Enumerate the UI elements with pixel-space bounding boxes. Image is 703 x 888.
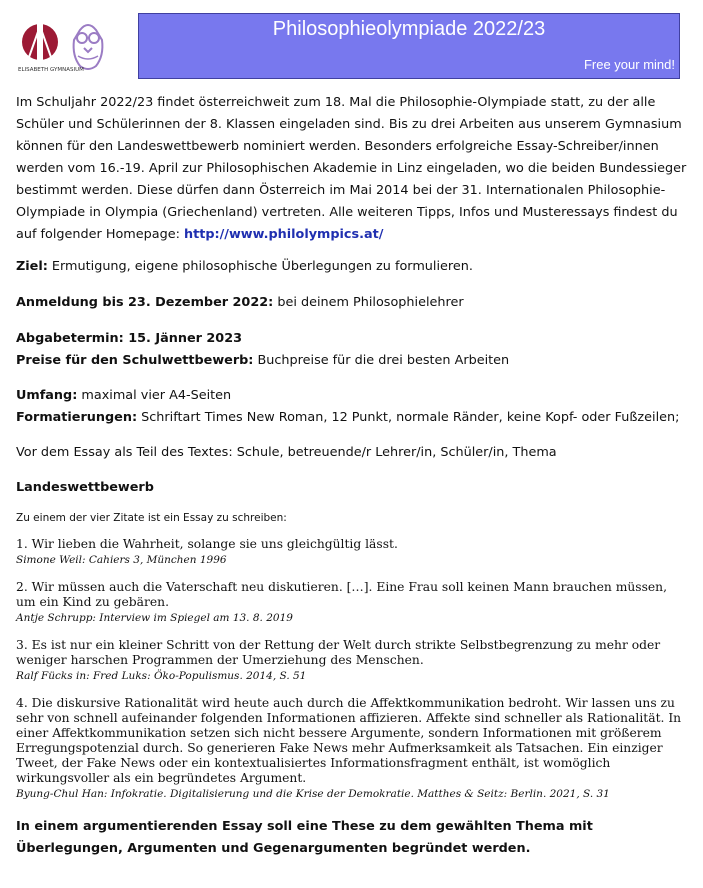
anmeldung-line: [16, 292, 688, 314]
quote-block-1: [16, 537, 688, 568]
preise-line: [16, 350, 688, 372]
quote-block-3: [16, 638, 688, 684]
quote-text: 3. Es ist nur ein kleiner Schritt von der Rettung der Welt durch strikte Selbstbegrenzung zu mehr oder weniger harschen Programmen der Umerziehung des Menschen.: [16, 638, 661, 667]
abgabe-label: Abgabetermin: 15. Jänner 2023: [16, 331, 243, 346]
quote-source: Byung-Chul Han: Infokratie. Digitalisierung und die Krise der Demokratie. Matthes & Seitz: Berlin. 2021, S. 31: [16, 788, 610, 800]
format-line: [16, 407, 688, 429]
landes-heading: Landeswettbewerb: [16, 480, 154, 495]
landes-instruction: Zu einem der vier Zitate ist ein Essay zu schreiben:: [16, 512, 287, 524]
logo-text: ELISABETH GYMNASIUM: [18, 67, 84, 73]
format-value: Schriftart Times New Roman, 12 Punkt, normale Ränder, keine Kopf- oder Fußzeilen;: [137, 410, 680, 425]
umfang-line: [16, 385, 688, 407]
closing-statement: In einem argumentierenden Essay soll eine These zu dem gewählten Thema mit Überlegungen, Argumenten und Gegenargumenten begründet werden.: [16, 819, 593, 856]
anmeldung-value: bei deinem Philosophielehrer: [273, 295, 464, 310]
page-title: Philosophieolympiade 2022/23: [272, 18, 546, 40]
intro-text: Im Schuljahr 2022/23 findet österreichweit zum 18. Mal die Philosophie-Olympiade statt, zu der alle Schüler und Schülerinnen der 8. Klassen eingeladen sind. Bis zu drei Arbeiten aus unserem Gymnasium können für den Landeswettbewerb nominiert werden. Besonders erfolgreiche Essay-Schreiber/innen werden vom 16.-19. April zur Philosophischen Akademie in Linz eingeladen, wo die beiden Bundessieger bestimmt werden. Diese dürfen dann Österreich im Mai 2014 bei der 31. Internationalen Philosophie-Olympiade in Olympia (Griechenland) vertreten. Alle weiteren Tipps, Infos und Musteressays findest du auf folgender Homepage:: [16, 95, 687, 242]
preise-label: Preise für den Schulwettbewerb:: [16, 353, 254, 368]
ziel-label: Ziel:: [16, 259, 48, 274]
ziel-value: Ermutigung, eigene philosophische Überlegungen zu formulieren.: [47, 259, 473, 274]
anmeldung-label: Anmeldung bis 23. Dezember 2022:: [16, 295, 274, 310]
quote-text: 1. Wir lieben die Wahrheit, solange sie uns gleichgültig lässt.: [16, 537, 398, 551]
header-banner: [138, 13, 680, 79]
essay-note: Vor dem Essay als Teil des Textes: Schule, betreuende/r Lehrer/in, Schüler/in, Thema: [16, 445, 557, 460]
homepage-link[interactable]: http://www.philolympics.at/: [184, 227, 384, 242]
format-label: Formatierungen:: [16, 410, 138, 425]
quote-source: Simone Weil: Cahiers 3, München 1996: [16, 554, 227, 566]
quote-source: Ralf Fücks in: Fred Luks: Öko-Populismus. 2014, S. 51: [16, 670, 307, 682]
abgabe-line: [16, 328, 688, 350]
motto: Free your mind!: [583, 57, 675, 72]
umfang-label: Umfang:: [16, 388, 78, 403]
quote-source: Antje Schrupp: Interview im Spiegel am 13. 8. 2019: [16, 612, 293, 624]
quote-text: 2. Wir müssen auch die Vaterschaft neu diskutieren. […]. Eine Frau soll keinen Mann brauchen müssen, um ein Kind zu gebären.: [16, 580, 667, 609]
quote-block-4: [16, 696, 688, 802]
preise-value: Buchpreise für die drei besten Arbeiten: [253, 353, 510, 368]
school-logo: [18, 16, 110, 78]
main-content: [16, 92, 688, 860]
intro-paragraph: [16, 92, 688, 246]
ziel-line: [16, 256, 688, 278]
school-logo-icon: [18, 16, 110, 78]
quote-block-2: [16, 580, 688, 626]
umfang-value: maximal vier A4-Seiten: [77, 388, 232, 403]
quote-text: 4. Die diskursive Rationalität wird heute auch durch die Affektkommunikation bedroht. Wir lassen uns zu sehr von schnell aufeinander folgenden Informationen affizieren. Affekte sind schneller als Rationalität. In einer Affektkommunikation setzen sich nicht bessere Argumente, sondern Informationen mit größerem Erregungspotenzial durch. So generieren Fake News mehr Aufmerksamkeit als Tatsachen. Ein einziger Tweet, der Fake News oder ein kontextualisiertes Informationsfragment enthält, ist womöglich wirkungsvoller als ein begründetes Argument.: [16, 696, 682, 785]
